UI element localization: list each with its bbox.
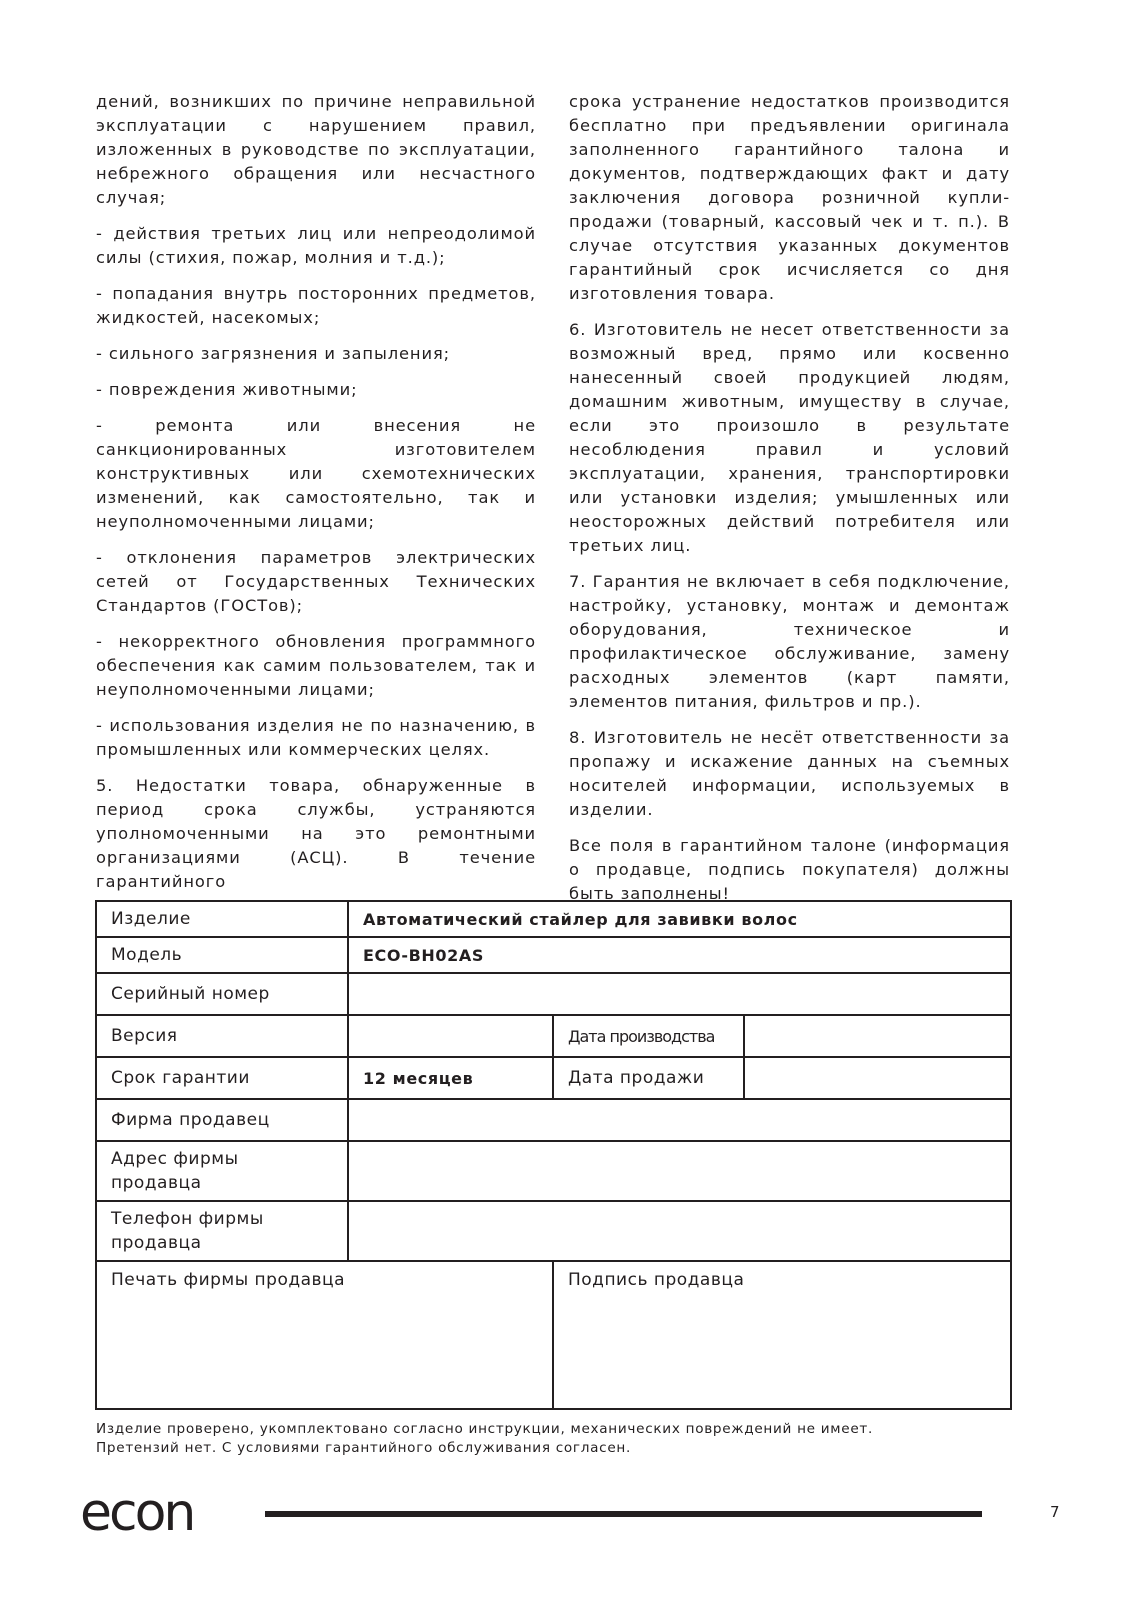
paragraph: Все поля в гарантийном талоне (информация о продавце, подпись покупателя) должны быть заполнены! xyxy=(569,836,1010,903)
paragraph: - ремонта или внесения не санкционированных изготовителем конструктивных или схемотехнических изменений, как самостоятельно, так и неуполномоченными лицами; xyxy=(96,416,536,531)
seller-phone-field[interactable] xyxy=(348,1201,1011,1261)
seller-address-label-line: продавца xyxy=(111,1173,202,1193)
paragraph: - некорректного обновления программного обеспечения как самим пользователем, так и неуполномоченными лицами; xyxy=(96,632,536,699)
version-label: Версия xyxy=(96,1015,348,1057)
logo-text: econ xyxy=(80,1490,194,1538)
warranty-period-label: Срок гарантии xyxy=(96,1057,348,1099)
page-number: 7 xyxy=(1050,1503,1060,1521)
seller-signature-box[interactable]: Подпись продавца xyxy=(553,1261,1011,1409)
seller-address-label-line: Адрес фирмы xyxy=(111,1149,239,1169)
seller-phone-label-line: Телефон фирмы xyxy=(111,1209,264,1229)
paragraph: - отклонения параметров электрических сетей от Государственных Технических Стандартов (ГОСТов); xyxy=(96,548,536,615)
paragraph: срока устранение недостатков производится бесплатно при предъявлении оригинала заполненного гарантийного талона и документов, подтверждающих факт и дату заключения договора розничной купли-продажи (товарный, кассовый чек и т. п.). В случае отсутствия указанных документов гарантийный срок исчисляется со дня изготовления товара. xyxy=(569,92,1010,303)
paragraph: - использования изделия не по назначению, в промышленных или коммерческих целях. xyxy=(96,716,536,759)
paragraph: - попадания внутрь посторонних предметов, жидкостей, насекомых; xyxy=(96,284,536,327)
seller-stamp-box[interactable]: Печать фирмы продавца xyxy=(96,1261,553,1409)
paragraph: 6. Изготовитель не несет ответственности за возможный вред, прямо или косвенно нанесенный своей продукцией людям, домашним животным, имуществу в случае, если это произошло в результате несоблюдения правил и условий эксплуатации, хранения, транспортировки или установки изделия; умышленных или неосторожных действий потребителя или третьих лиц. xyxy=(569,320,1010,555)
paragraph: - сильного загрязнения и запыления; xyxy=(96,344,451,363)
model-label: Модель xyxy=(96,937,348,973)
econ-logo xyxy=(80,1490,232,1538)
warranty-period-value: 12 месяцев xyxy=(348,1057,553,1099)
paragraph: - повреждения животными; xyxy=(96,380,358,399)
paragraph: 5. Недостатки товара, обнаруженные в период срока службы, устраняются уполномоченными на это ремонтными организациями (АСЦ). В течение гарантийного xyxy=(96,776,536,891)
acceptance-note-line: Претензий нет. С условиями гарантийного обслуживания согласен. xyxy=(96,1440,632,1456)
table-row xyxy=(96,1201,1011,1261)
paragraph: 7. Гарантия не включает в себя подключение, настройку, установку, монтаж и демонтаж оборудования, техническое и профилактическое обслуживание, замену расходных элементов (карт памяти, элементов питания, фильтров и пр.). xyxy=(569,572,1010,711)
table-row xyxy=(96,937,1011,973)
sale-date-label: Дата продажи xyxy=(553,1057,744,1099)
production-date-label: Дата производства xyxy=(553,1015,744,1057)
product-label: Изделие xyxy=(96,901,348,937)
warranty-card-table xyxy=(95,900,1012,1410)
table-row xyxy=(96,901,1011,937)
acceptance-note xyxy=(96,1420,1011,1458)
table-row xyxy=(96,1261,1011,1409)
seller-company-field[interactable] xyxy=(348,1099,1011,1141)
product-value: Автоматический стайлер для завивки волос xyxy=(348,901,1011,937)
paragraph: - действия третьих лиц или непреодолимой силы (стихия, пожар, молния и т.д.); xyxy=(96,224,536,267)
serial-number-field[interactable] xyxy=(348,973,1011,1015)
production-date-field[interactable] xyxy=(744,1015,1011,1057)
acceptance-note-line: Изделие проверено, укомплектовано согласно инструкции, механических повреждений не имеет. xyxy=(96,1421,874,1437)
seller-address-label xyxy=(96,1141,348,1201)
left-text-column xyxy=(96,90,536,906)
table-row xyxy=(96,1141,1011,1201)
table-row xyxy=(96,1015,1011,1057)
footer-divider xyxy=(265,1511,982,1517)
table-row xyxy=(96,973,1011,1015)
seller-phone-label-line: продавца xyxy=(111,1233,202,1253)
paragraph: 8. Изготовитель не несёт ответственности за пропажу и искажение данных на съемных носителей информации, используемых в изделии. xyxy=(569,728,1010,819)
seller-address-field[interactable] xyxy=(348,1141,1011,1201)
right-text-column xyxy=(569,90,1010,918)
seller-company-label: Фирма продавец xyxy=(96,1099,348,1141)
table-row xyxy=(96,1057,1011,1099)
paragraph: дений, возникших по причине неправильной эксплуатации с нарушением правил, изложенных в руководстве по эксплуатации, небрежного обращения или несчастного случая; xyxy=(96,92,536,207)
seller-phone-label xyxy=(96,1201,348,1261)
version-field[interactable] xyxy=(348,1015,553,1057)
table-row xyxy=(96,1099,1011,1141)
serial-number-label: Серийный номер xyxy=(96,973,348,1015)
sale-date-field[interactable] xyxy=(744,1057,1011,1099)
model-value: ECO-BH02AS xyxy=(348,937,1011,973)
